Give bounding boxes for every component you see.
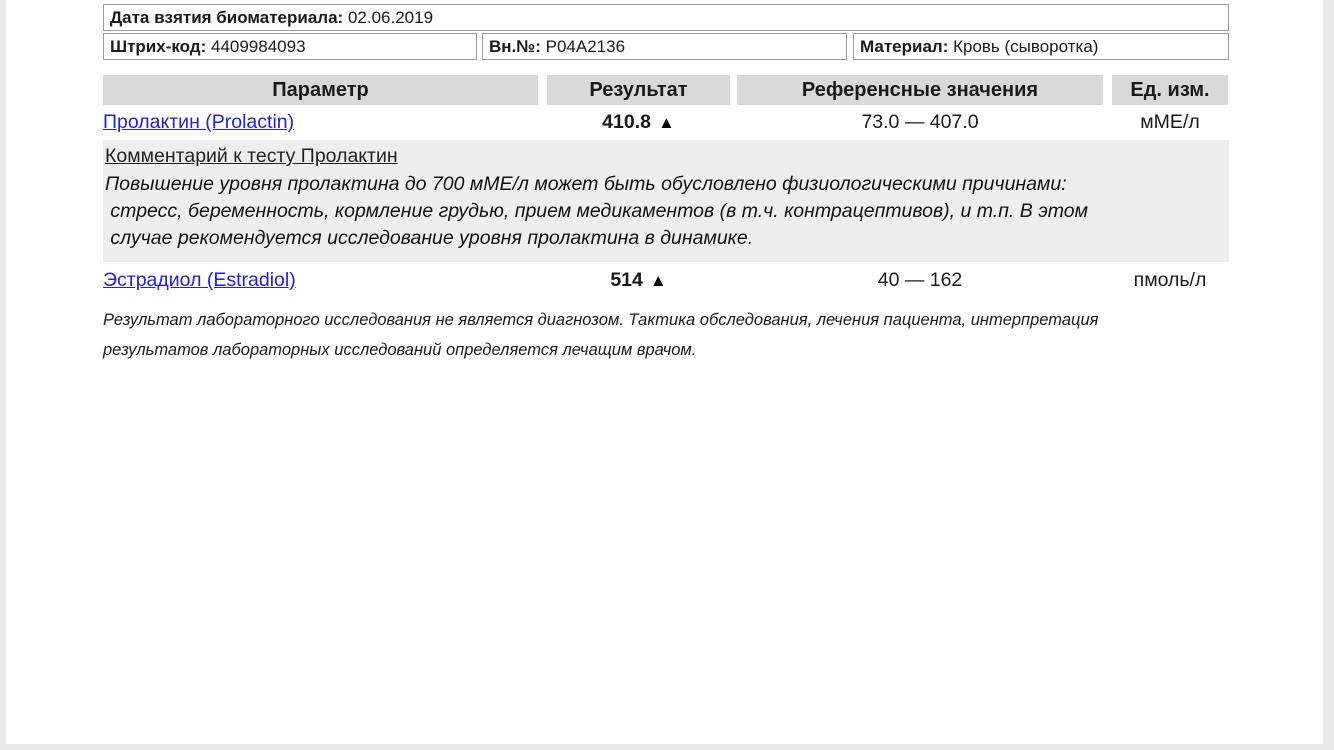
internal-number-field <box>482 33 847 60</box>
units-value: мМЕ/л <box>1140 111 1200 133</box>
internal-number-value: P04A2136 <box>540 37 626 56</box>
comment-title: Комментарий к тесту Пролактин <box>105 145 398 167</box>
test-link-estradiol[interactable]: Эстрадиол (Estradiol) <box>103 269 296 291</box>
disclaimer-line: результатов лабораторных исследований определяется лечащим врачом. <box>103 341 697 359</box>
abnormal-high-icon: ▲ <box>649 271 667 290</box>
disclaimer-line: Результат лабораторного исследования не является диагнозом. Тактика обследования, лечения пациента, интерпретация <box>103 311 1099 329</box>
biomaterial-date-field <box>103 4 1229 31</box>
comment-block <box>103 140 1229 262</box>
material-label: Материал: <box>860 37 949 56</box>
barcode-value: 4409984093 <box>206 37 306 56</box>
column-header-units: Ед. изм. <box>1112 75 1228 105</box>
abnormal-high-icon: ▲ <box>657 113 675 132</box>
biomaterial-date-label: Дата взятия биоматериала: <box>110 8 344 27</box>
biomaterial-date-value: 02.06.2019 <box>343 8 434 27</box>
comment-text-line: случае рекомендуется исследование уровня пролактина в динамике. <box>105 227 754 249</box>
comment-text-line: стресс, беременность, кормление грудью, прием медикаментов (в т.ч. контрацептивов), и т.п. В этом <box>105 200 1089 222</box>
column-header-parameter: Параметр <box>103 75 538 105</box>
internal-number-label: Вн.№: <box>489 37 541 56</box>
reference-range: 73.0 — 407.0 <box>861 111 979 133</box>
barcode-field <box>103 33 477 60</box>
reference-range: 40 — 162 <box>877 269 963 291</box>
table-row <box>103 106 538 138</box>
column-header-result: Результат <box>547 75 730 105</box>
test-link-prolactin[interactable]: Пролактин (Prolactin) <box>103 111 295 133</box>
result-value: 410.8 <box>602 111 651 133</box>
units-value: пмоль/л <box>1133 269 1207 291</box>
comment-text-line: Повышение уровня пролактина до 700 мМЕ/л может быть обусловлено физиологическими причинами: <box>105 173 1067 195</box>
result-value: 514 <box>610 269 643 291</box>
material-field <box>853 33 1229 60</box>
column-header-reference: Референсные значения <box>737 75 1103 105</box>
result-cell <box>547 106 730 138</box>
material-value: Кровь (сыворотка) <box>948 37 1099 56</box>
table-row <box>103 264 538 296</box>
result-cell <box>547 264 730 296</box>
barcode-label: Штрих-код: <box>110 37 207 56</box>
